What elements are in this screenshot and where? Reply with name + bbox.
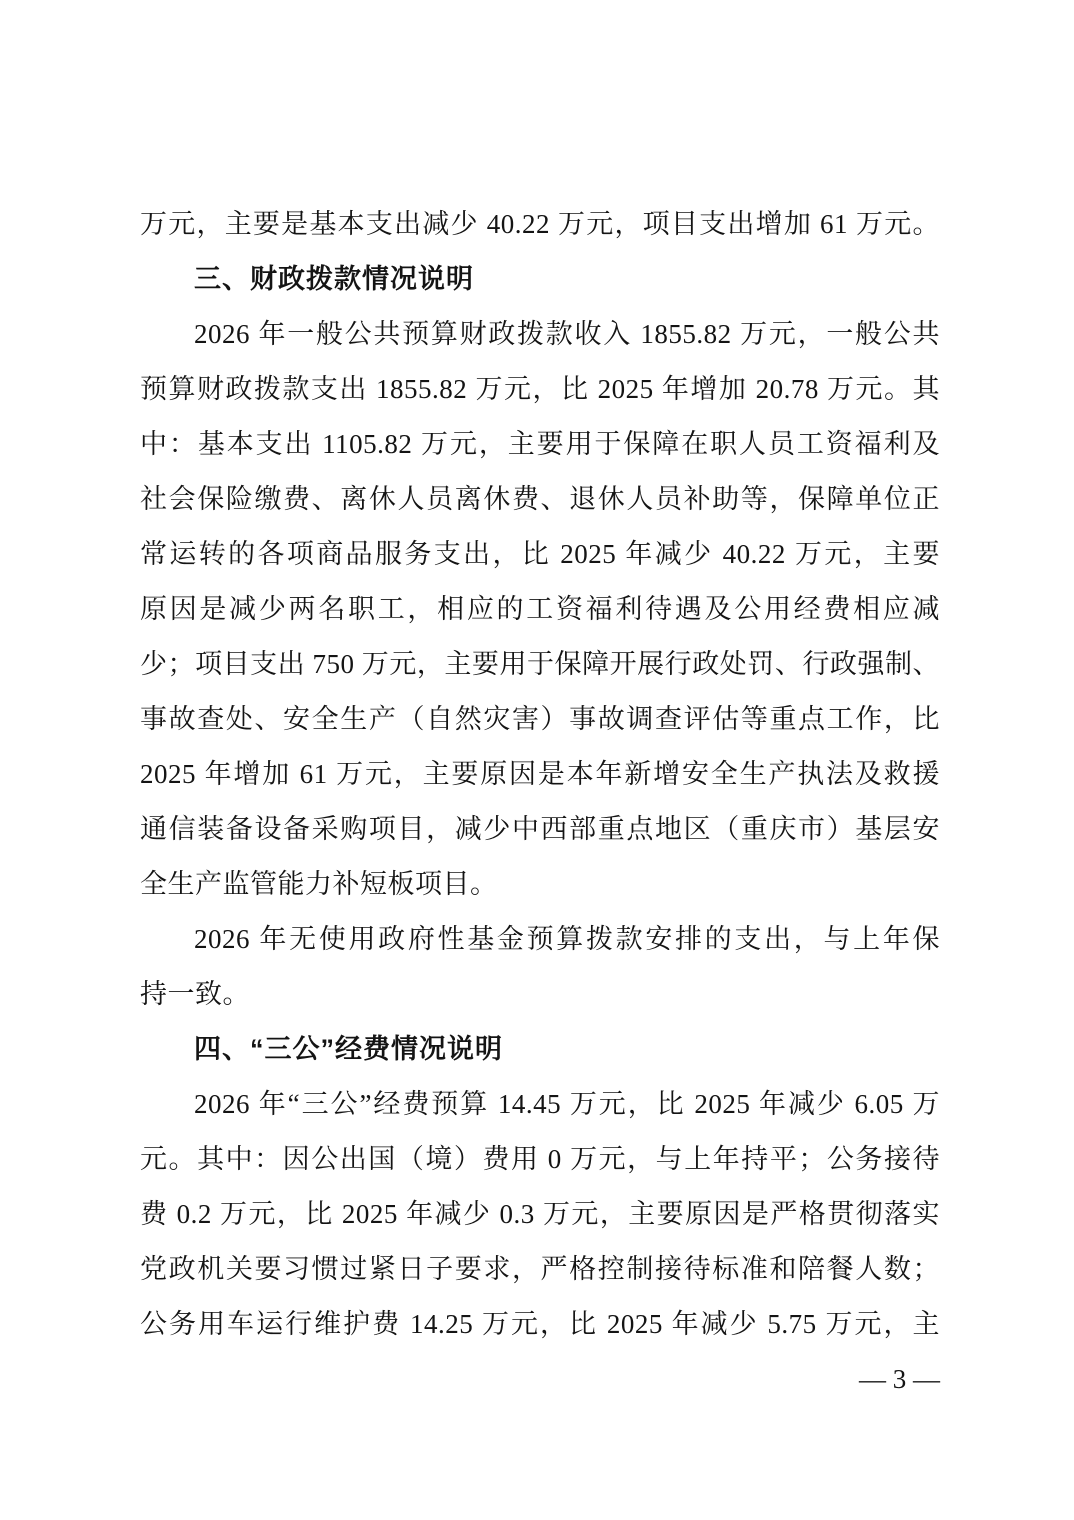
text-line: 社会保险缴费、离休人员离休费、退休人员补助等，保障单位正 — [140, 484, 940, 514]
text-line: 少；项目支出 750 万元，主要用于保障开展行政处罚、行政强制、 — [140, 649, 940, 679]
text-line: 公务用车运行维护费 14.25 万元，比 2025 年减少 5.75 万元，主 — [140, 1309, 940, 1339]
text-line: 2026 年无使用政府性基金预算拨款安排的支出，与上年保 — [194, 924, 940, 954]
document-content — [140, 197, 940, 1352]
text-line: 持一致。 — [140, 979, 250, 1009]
text-line: 全生产监管能力补短板项目。 — [140, 869, 498, 899]
text-line: 事故查处、安全生产（自然灾害）事故调查评估等重点工作，比 — [140, 704, 940, 734]
page-number: — 3 — — [859, 1364, 940, 1394]
text-line: 预算财政拨款支出 1855.82 万元，比 2025 年增加 20.78 万元。其 — [140, 374, 940, 404]
text-line: 中：基本支出 1105.82 万元，主要用于保障在职人员工资福利及 — [140, 429, 940, 459]
text-line: 万元，主要是基本支出减少 40.22 万元，项目支出增加 61 万元。 — [140, 209, 940, 239]
text-line: 党政机关要习惯过紧日子要求，严格控制接待标准和陪餐人数； — [140, 1254, 940, 1284]
text-line: 元。其中：因公出国（境）费用 0 万元，与上年持平；公务接待 — [140, 1144, 940, 1174]
text-line: 2026 年一般公共预算财政拨款收入 1855.82 万元，一般公共 — [194, 319, 940, 349]
text-line: 常运转的各项商品服务支出，比 2025 年减少 40.22 万元，主要 — [140, 539, 940, 569]
text-line: 2025 年增加 61 万元，主要原因是本年新增安全生产执法及救援 — [140, 759, 940, 789]
text-line: 2026 年“三公”经费预算 14.45 万元，比 2025 年减少 6.05 万 — [194, 1089, 940, 1119]
text-line: 费 0.2 万元，比 2025 年减少 0.3 万元，主要原因是严格贯彻落实 — [140, 1199, 940, 1229]
text-line: 通信装备设备采购项目，减少中西部重点地区（重庆市）基层安 — [140, 814, 940, 844]
section-heading-3: 三、财政拨款情况说明 — [194, 264, 474, 294]
section-heading-4: 四、“三公”经费情况说明 — [194, 1034, 503, 1064]
text-line: 原因是减少两名职工，相应的工资福利待遇及公用经费相应减 — [140, 594, 940, 624]
